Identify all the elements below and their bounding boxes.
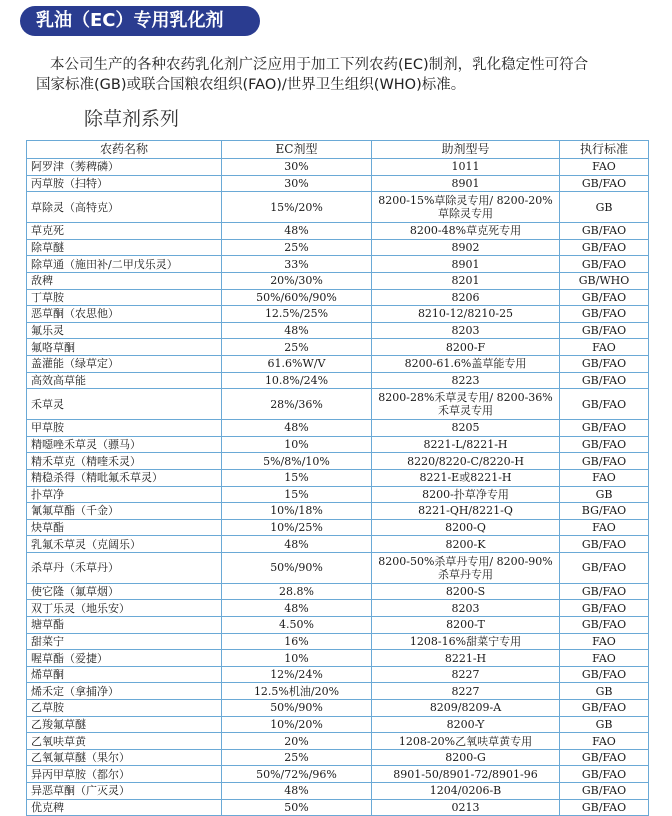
ec-formulation-cell: 28.8% [222,583,372,600]
adjuvant-model-cell: 8203 [372,600,560,617]
adjuvant-model-cell: 8209/8209-A [372,700,560,717]
ec-formulation-cell: 10.8%/24% [222,372,372,389]
ec-formulation-cell: 48% [222,322,372,339]
pesticide-name-cell: 甜菜宁 [27,633,222,650]
ec-formulation-cell: 25% [222,239,372,256]
table-row [27,175,649,192]
ec-formulation-cell: 25% [222,749,372,766]
adjuvant-model-cell: 1011 [372,159,560,176]
pesticide-name-cell: 乙氧氟草醚（果尔） [27,749,222,766]
ec-formulation-cell: 5%/8%/10% [222,453,372,470]
pesticide-name-cell: 乳氟禾草灵（克阔乐） [27,536,222,553]
pesticide-name-cell: 烯禾定（拿捕净） [27,683,222,700]
standard-cell: GB [560,486,649,503]
table-row [27,159,649,176]
section-title: 除草剂系列 [84,108,180,130]
ec-formulation-cell: 12%/24% [222,666,372,683]
pesticide-name-cell: 除草醚 [27,239,222,256]
ec-formulation-cell: 48% [222,420,372,437]
pesticide-name-cell: 塘草酯 [27,617,222,634]
table-row [27,239,649,256]
table-row [27,503,649,520]
adjuvant-model-cell: 8902 [372,239,560,256]
table-row [27,306,649,323]
table-row [27,749,649,766]
adjuvant-model-cell: 0213 [372,799,560,816]
pesticide-name-cell: 双丁乐灵（地乐安） [27,600,222,617]
table-row [27,600,649,617]
table-row [27,799,649,816]
adjuvant-model-cell: 8200-S [372,583,560,600]
standard-cell: GB/FAO [560,536,649,553]
standard-cell: GB [560,716,649,733]
pesticide-name-cell: 草除灵（高特克） [27,192,222,223]
pesticide-name-cell: 敌稗 [27,272,222,289]
table-row [27,256,649,273]
standard-cell: GB/FAO [560,372,649,389]
adjuvant-model-cell: 8201 [372,272,560,289]
adjuvant-model-cell: 8200-Q [372,519,560,536]
adjuvant-model-cell: 8200-F [372,339,560,356]
standard-cell: GB/FAO [560,420,649,437]
standard-cell: GB/FAO [560,355,649,372]
standard-cell: GB/FAO [560,583,649,600]
ec-formulation-cell: 30% [222,159,372,176]
table-row [27,436,649,453]
standard-cell: GB/FAO [560,389,649,420]
table-row [27,666,649,683]
standard-cell: GB/FAO [560,700,649,717]
table-row [27,766,649,783]
ec-formulation-cell: 16% [222,633,372,650]
table-row [27,700,649,717]
standard-cell: FAO [560,159,649,176]
standard-cell: GB/FAO [560,783,649,800]
standard-cell: GB/FAO [560,617,649,634]
pesticide-name-cell: 异丙甲草胺（都尔） [27,766,222,783]
standard-cell: FAO [560,339,649,356]
ec-formulation-cell: 15% [222,486,372,503]
ec-formulation-cell: 12.5%机油/20% [222,683,372,700]
ec-formulation-cell: 10%/18% [222,503,372,520]
adjuvant-model-cell: 8200-扑草净专用 [372,486,560,503]
pesticide-name-cell: 杀草丹（禾草丹） [27,552,222,583]
pesticide-name-cell: 烯草酮 [27,666,222,683]
adjuvant-model-cell: 8200-K [372,536,560,553]
pesticide-name-cell: 精稳杀得（精吡氟禾草灵） [27,469,222,486]
adjuvant-model-cell: 8901-50/8901-72/8901-96 [372,766,560,783]
standard-cell: GB/FAO [560,322,649,339]
herbicide-table [26,140,649,816]
pesticide-name-cell: 阿罗津（莠稗磷） [27,159,222,176]
table-row [27,389,649,420]
table-row [27,683,649,700]
adjuvant-model-cell: 8221-QH/8221-Q [372,503,560,520]
standard-cell: GB/FAO [560,666,649,683]
adjuvant-model-cell: 8200-61.6%盖草能专用 [372,355,560,372]
adjuvant-model-cell: 1208-16%甜菜宁专用 [372,633,560,650]
ec-formulation-cell: 50%/60%/90% [222,289,372,306]
intro-line-2: 国家标准(GB)或联合国粮农组织(FAO)/世界卫生组织(WHO)标准。 [36,77,466,93]
table-row [27,289,649,306]
ec-formulation-cell: 48% [222,223,372,240]
standard-cell: GB/FAO [560,289,649,306]
standard-cell: GB/FAO [560,436,649,453]
standard-cell: GB/FAO [560,175,649,192]
standard-cell: GB/WHO [560,272,649,289]
ec-formulation-cell: 61.6%W/V [222,355,372,372]
pesticide-name-cell: 丁草胺 [27,289,222,306]
table-row [27,322,649,339]
pesticide-name-cell: 恶草酮（农思他） [27,306,222,323]
adjuvant-model-cell: 8221-L/8221-H [372,436,560,453]
header-adjuvant-model: 助剂型号 [372,141,560,159]
pesticide-name-cell: 盖灌能（绿草定） [27,355,222,372]
header-standard: 执行标准 [560,141,649,159]
ec-formulation-cell: 20% [222,733,372,750]
table-row [27,519,649,536]
standard-cell: FAO [560,650,649,667]
adjuvant-model-cell: 8227 [372,683,560,700]
adjuvant-model-cell: 8223 [372,372,560,389]
adjuvant-model-cell: 8901 [372,256,560,273]
standard-cell: BG/FAO [560,503,649,520]
pesticide-name-cell: 精噁唑禾草灵（骠马） [27,436,222,453]
standard-cell: GB/FAO [560,766,649,783]
table-row [27,536,649,553]
pesticide-name-cell: 乙氧呋草黄 [27,733,222,750]
adjuvant-model-cell: 1208-20%乙氧呋草黄专用 [372,733,560,750]
table-row [27,552,649,583]
adjuvant-model-cell: 8200-28%禾草灵专用/ 8200-36%禾草灵专用 [372,389,560,420]
table-row [27,192,649,223]
adjuvant-model-cell: 8200-15%草除灵专用/ 8200-20%草除灵专用 [372,192,560,223]
pesticide-name-cell: 甲草胺 [27,420,222,437]
pesticide-name-cell: 高效高草能 [27,372,222,389]
pesticide-name-cell: 氟乐灵 [27,322,222,339]
pesticide-name-cell: 使它隆（氟草烟） [27,583,222,600]
ec-formulation-cell: 30% [222,175,372,192]
standard-cell: FAO [560,519,649,536]
ec-formulation-cell: 50% [222,799,372,816]
adjuvant-model-cell: 8203 [372,322,560,339]
header-ec-formulation: EC剂型 [222,141,372,159]
ec-formulation-cell: 15%/20% [222,192,372,223]
adjuvant-model-cell: 8200-Y [372,716,560,733]
adjuvant-model-cell: 8205 [372,420,560,437]
table-row [27,469,649,486]
header-pesticide-name: 农药名称 [27,141,222,159]
ec-formulation-cell: 28%/36% [222,389,372,420]
pesticide-name-cell: 氟咯草酮 [27,339,222,356]
pesticide-name-cell: 炔草酯 [27,519,222,536]
ec-formulation-cell: 25% [222,339,372,356]
adjuvant-model-cell: 8220/8220-C/8220-H [372,453,560,470]
adjuvant-model-cell: 8221-H [372,650,560,667]
ec-formulation-cell: 48% [222,783,372,800]
pesticide-name-cell: 除草通（施田补/二甲戊乐灵） [27,256,222,273]
standard-cell: FAO [560,469,649,486]
standard-cell: FAO [560,633,649,650]
adjuvant-model-cell: 8200-50%杀草丹专用/ 8200-90%杀草丹专用 [372,552,560,583]
ec-formulation-cell: 10% [222,436,372,453]
adjuvant-model-cell: 8901 [372,175,560,192]
ec-formulation-cell: 10%/25% [222,519,372,536]
adjuvant-model-cell: 8227 [372,666,560,683]
pesticide-name-cell: 扑草净 [27,486,222,503]
table-row [27,716,649,733]
adjuvant-model-cell: 8210-12/8210-25 [372,306,560,323]
standard-cell: GB/FAO [560,256,649,273]
pesticide-name-cell: 禾草灵 [27,389,222,420]
table-row [27,272,649,289]
pesticide-name-cell: 草克死 [27,223,222,240]
adjuvant-model-cell: 8200-48%草克死专用 [372,223,560,240]
table-row [27,617,649,634]
ec-formulation-cell: 10% [222,650,372,667]
standard-cell: GB/FAO [560,600,649,617]
ec-formulation-cell: 50%/90% [222,700,372,717]
ec-formulation-cell: 4.50% [222,617,372,634]
pesticide-name-cell: 乙羧氟草醚 [27,716,222,733]
adjuvant-model-cell: 8200-G [372,749,560,766]
standard-cell: FAO [560,733,649,750]
table-row [27,223,649,240]
pesticide-name-cell: 丙草胺（扫特） [27,175,222,192]
table-body [27,159,649,816]
standard-cell: GB/FAO [560,453,649,470]
pesticide-name-cell: 优克稗 [27,799,222,816]
section-banner: 乳油（EC）专用乳化剂 [20,6,260,36]
ec-formulation-cell: 10%/20% [222,716,372,733]
standard-cell: GB/FAO [560,306,649,323]
standard-cell: GB/FAO [560,239,649,256]
ec-formulation-cell: 50%/72%/96% [222,766,372,783]
table-row [27,486,649,503]
intro-paragraph [36,55,646,95]
standard-cell: GB [560,683,649,700]
adjuvant-model-cell: 8206 [372,289,560,306]
ec-formulation-cell: 15% [222,469,372,486]
table-row [27,355,649,372]
standard-cell: GB/FAO [560,552,649,583]
ec-formulation-cell: 48% [222,600,372,617]
standard-cell: GB/FAO [560,749,649,766]
table-row [27,420,649,437]
pesticide-name-cell: 异恶草酮（广灭灵） [27,783,222,800]
intro-line-1: 本公司生产的各种农药乳化剂广泛应用于加工下列农药(EC)制剂，乳化稳定性可符合 [50,57,589,73]
table-row [27,633,649,650]
standard-cell: GB/FAO [560,223,649,240]
ec-formulation-cell: 48% [222,536,372,553]
adjuvant-model-cell: 8200-T [372,617,560,634]
adjuvant-model-cell: 8221-E或8221-H [372,469,560,486]
standard-cell: GB [560,192,649,223]
table-row [27,372,649,389]
table-row [27,783,649,800]
table-row [27,453,649,470]
table-row [27,733,649,750]
adjuvant-model-cell: 1204/0206-B [372,783,560,800]
ec-formulation-cell: 12.5%/25% [222,306,372,323]
ec-formulation-cell: 33% [222,256,372,273]
table-row [27,339,649,356]
pesticide-name-cell: 喔草酯（爱捷） [27,650,222,667]
standard-cell: GB/FAO [560,799,649,816]
ec-formulation-cell: 50%/90% [222,552,372,583]
table-row [27,583,649,600]
table-header-row [27,141,649,159]
pesticide-name-cell: 乙草胺 [27,700,222,717]
pesticide-name-cell: 氰氟草酯（千金） [27,503,222,520]
ec-formulation-cell: 20%/30% [222,272,372,289]
pesticide-name-cell: 精禾草克（精喹禾灵） [27,453,222,470]
table-row [27,650,649,667]
